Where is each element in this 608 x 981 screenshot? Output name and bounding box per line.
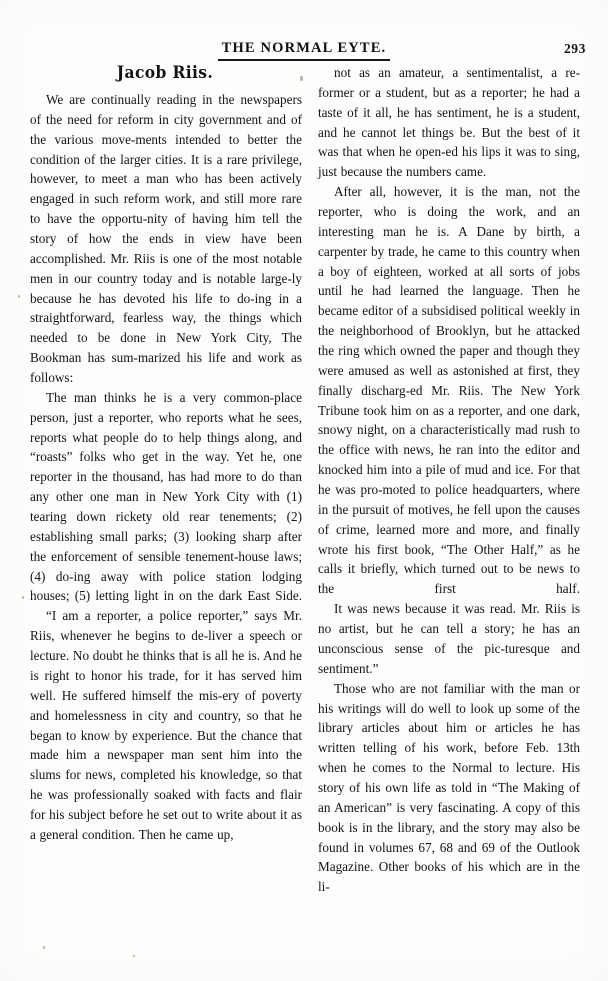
column-right — [318, 63, 580, 897]
page-number: 293 — [563, 41, 586, 56]
article-title: Jacob Riis. — [116, 63, 214, 82]
paragraph: not as an amateur, a sentimentalist, a re-former or a student, but as a reporter; he had a taste of it all, he has sentiment, he is a student, and he cannot let things be. But the best of it was that when he open-ed his lips it was to sing, just because the numbers came. — [318, 65, 580, 180]
paragraph: Those who are not familiar with the man or his writings will do well to look up some of the library articles about him or articles he has written telling of his work, before Feb. 13th when he comes to the Normal to lecture. His story of his own life as told in “The Making of an American” is very fascinating. A copy of this book is in the library, and the story may also be found in volumes 67, 68 and 69 of the Outlook Magazine. Other books of his which are in the li- — [318, 680, 580, 895]
column-left — [30, 90, 302, 845]
paragraph: After all, however, it is the man, not the reporter, who is doing the work, and an interesting man he is. A Dane by birth, a carpenter by trade, he came to this country when a boy of eighteen, worked at all sorts of jobs until he had learned the language. Then he became editor of a subsidised political weekly in the neighborhood of Brooklyn, but he attacked the ring which owned the paper and though they were amused as well as astonished at first, they finally discharg-ed Mr. Riis. The New York Tribune took him on as a reporter, and one dark, snowy night, on a characteristically mad rush to the office with news, he ran into the editor and knocked him into a pile of mud and ice. For that he was pro-moted to police headquarters, where in the pursuit of motives, he fell upon the causes of crime, learned more and more, and finally wrote his first book, “The Other Half,” as he calls it briefly, which turned out to be news to the first half. — [318, 184, 580, 597]
paragraph: The man thinks he is a very common-place person, just a reporter, who reports what he sees, reports what people do to help things along, and “roasts” folks who get in the way. Yet he, one reporter in the thousand, has had more to do than any other one man in New York City with (1) tearing down rickety old rear tenements; (2) establishing small parks; (3) looking sharp after the enforcement of sensible tenement-house laws; (4) do-ing away with police station lodging houses; (5) letting light in on the dark East Side. — [30, 389, 302, 604]
paragraph: It was news because it was read. Mr. Riis is no artist, but he can tell a story; he has an unconscious sense of the pic-turesque and sentiment.” — [318, 601, 580, 676]
publication-title: THE NORMAL EYTE. — [221, 40, 387, 56]
paragraph: “I am a reporter, a police reporter,” says Mr. Riis, whenever he begins to de-liver a speech or lecture. No doubt he thinks that is all he is. And he is right to honor his trade, for it has served him well. He suffered himself the mis-ery of poverty and homelessness in city and country, so that he began to know by experience. But the chance that made him a newspaper man sent him into the slums for news, completed his knowledge, so that he was professionally soaked with facts and flair for his subject before he set out to write about it as a general condition. Then he came up, — [30, 608, 302, 842]
paragraph: We are continually reading in the newspapers of the need for reform in city government and of the various move-ments intended to better the condition of the larger cities. It is a rare privilege, however, to meet a man who has been actively engaged in such reform work, and still more rare to have the opportu-nity of having him tell the story of how the ends in view have been accomplished. Mr. Riis is one of the most notable men in our country today and is notable large-ly because he has devoted his life to do-ing in a straightforward, fearless way, the things which needed to be done in New York City, The Bookman has sum-marized his life and work as follows: — [30, 92, 302, 386]
